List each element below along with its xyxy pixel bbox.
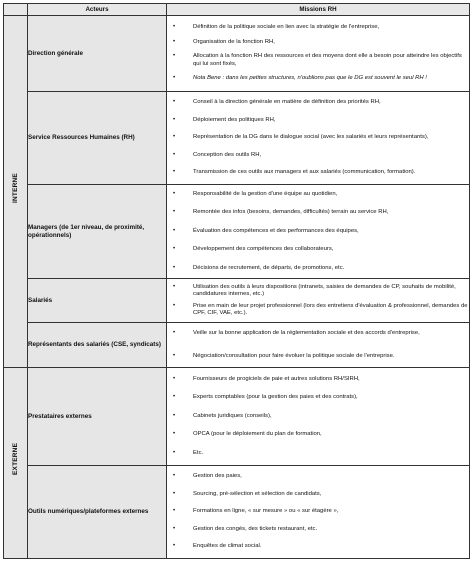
table-row bbox=[4, 16, 470, 92]
list-item: • Déploiement des politiques RH, bbox=[167, 117, 469, 124]
group-label: INTERNE bbox=[12, 173, 19, 203]
actor-cell: Direction générale bbox=[28, 16, 167, 92]
missions-cell bbox=[167, 323, 470, 368]
list-item: • Décisions de recrutement, de départs, de promotions, etc. bbox=[167, 265, 469, 272]
list-item: • Veille sur la bonne application de la réglementation sociale et des accords d'entreprise, bbox=[167, 330, 469, 337]
table-row bbox=[4, 279, 470, 323]
list-item: • Formations en ligne, « sur mesure » ou « sur étagère », bbox=[167, 508, 469, 515]
list-item: • Transmission de ces outils aux managers et aux salariés (communication, formation). bbox=[167, 169, 469, 176]
actor-cell: Managers (de 1er niveau, de proximité, opérationnels) bbox=[28, 185, 167, 279]
header-missions: Missions RH bbox=[167, 4, 470, 16]
mission-list bbox=[167, 284, 469, 318]
missions-cell bbox=[167, 279, 470, 323]
mission-list bbox=[167, 24, 469, 82]
actor-cell: Outils numériques/plateformes externes bbox=[28, 466, 167, 559]
list-item: • Évaluation des compétences et des performances des équipes, bbox=[167, 228, 469, 235]
missions-cell bbox=[167, 92, 470, 185]
mission-list bbox=[167, 376, 469, 457]
list-item: • Allocation à la fonction RH des ressources et des moyens dont elle a besoin pour atteindre les objectifs qui lui sont fixés, bbox=[167, 53, 469, 68]
table-row bbox=[4, 466, 470, 559]
list-item: • Etc. bbox=[167, 450, 469, 457]
group-interne bbox=[4, 16, 28, 368]
missions-cell bbox=[167, 16, 470, 92]
list-item: • Enquêtes de climat social. bbox=[167, 543, 469, 550]
header-corner bbox=[4, 4, 28, 16]
header-actors: Acteurs bbox=[28, 4, 167, 16]
missions-cell bbox=[167, 466, 470, 559]
list-item: • Remontée des infos (besoins, demandes, difficultés) terrain au service RH, bbox=[167, 209, 469, 216]
mission-list bbox=[167, 99, 469, 176]
group-label: EXTERNE bbox=[12, 442, 19, 475]
table-row bbox=[4, 92, 470, 185]
group-externe bbox=[4, 368, 28, 559]
list-item: • Cabinets juridiques (conseils), bbox=[167, 413, 469, 420]
roles-table bbox=[3, 3, 470, 559]
list-item: • Organisation de la fonction RH, bbox=[167, 39, 469, 46]
list-item: • Gestion des congés, des tickets restaurant, etc. bbox=[167, 526, 469, 533]
table-row bbox=[4, 185, 470, 279]
mission-list bbox=[167, 473, 469, 550]
table-row bbox=[4, 368, 470, 466]
missions-cell bbox=[167, 368, 470, 466]
list-item: • Négociation/consultation pour faire évoluer la politique sociale de l'entreprise. bbox=[167, 353, 469, 360]
list-item: • Développement des compétences des collaborateurs, bbox=[167, 246, 469, 253]
list-item: • Gestion des paies, bbox=[167, 473, 469, 480]
list-item: • Utilisation des outils à leurs dispositions (intranets, saisies de demandes de CP, souhaits de mobilité, candidatures internes, etc.) bbox=[167, 284, 469, 299]
list-item: • Nota Bene : dans les petites structures, n'oublions pas que le DG est souvent le seul RH ! bbox=[167, 75, 469, 82]
mission-list bbox=[167, 191, 469, 272]
list-item: • OPCA (pour le déploiement du plan de formation, bbox=[167, 431, 469, 438]
table-row bbox=[4, 323, 470, 368]
actor-cell: Représentants des salariés (CSE, syndicats) bbox=[28, 323, 167, 368]
actor-cell: Service Ressources Humaines (RH) bbox=[28, 92, 167, 185]
list-item: • Conception des outils RH, bbox=[167, 152, 469, 159]
mission-list bbox=[167, 330, 469, 361]
header-row bbox=[4, 4, 470, 16]
actor-cell: Salariés bbox=[28, 279, 167, 323]
list-item: • Experts comptables (pour la gestion des paies et des contrats), bbox=[167, 394, 469, 401]
list-item: • Représentation de la DG dans le dialogue social (avec les salariés et leurs représentants), bbox=[167, 134, 469, 141]
actor-cell: Prestataires externes bbox=[28, 368, 167, 466]
list-item: • Fournisseurs de progiciels de paie et autres solutions RH/SIRH, bbox=[167, 376, 469, 383]
list-item: • Prise en main de leur projet professionnel (lors des entretiens d'évaluation & professionnel, demandes de CPF, CIF, VAE, etc.). bbox=[167, 303, 469, 318]
missions-cell bbox=[167, 185, 470, 279]
list-item: • Conseil à la direction générale en matière de définition des priorités RH, bbox=[167, 99, 469, 106]
list-item: • Responsabilité de la gestion d'une équipe au quotidien, bbox=[167, 191, 469, 198]
list-item: • Définition de la politique sociale en lien avec la stratégie de l'entreprise, bbox=[167, 24, 469, 31]
list-item: • Sourcing, pré-sélection et sélection de candidats, bbox=[167, 491, 469, 498]
